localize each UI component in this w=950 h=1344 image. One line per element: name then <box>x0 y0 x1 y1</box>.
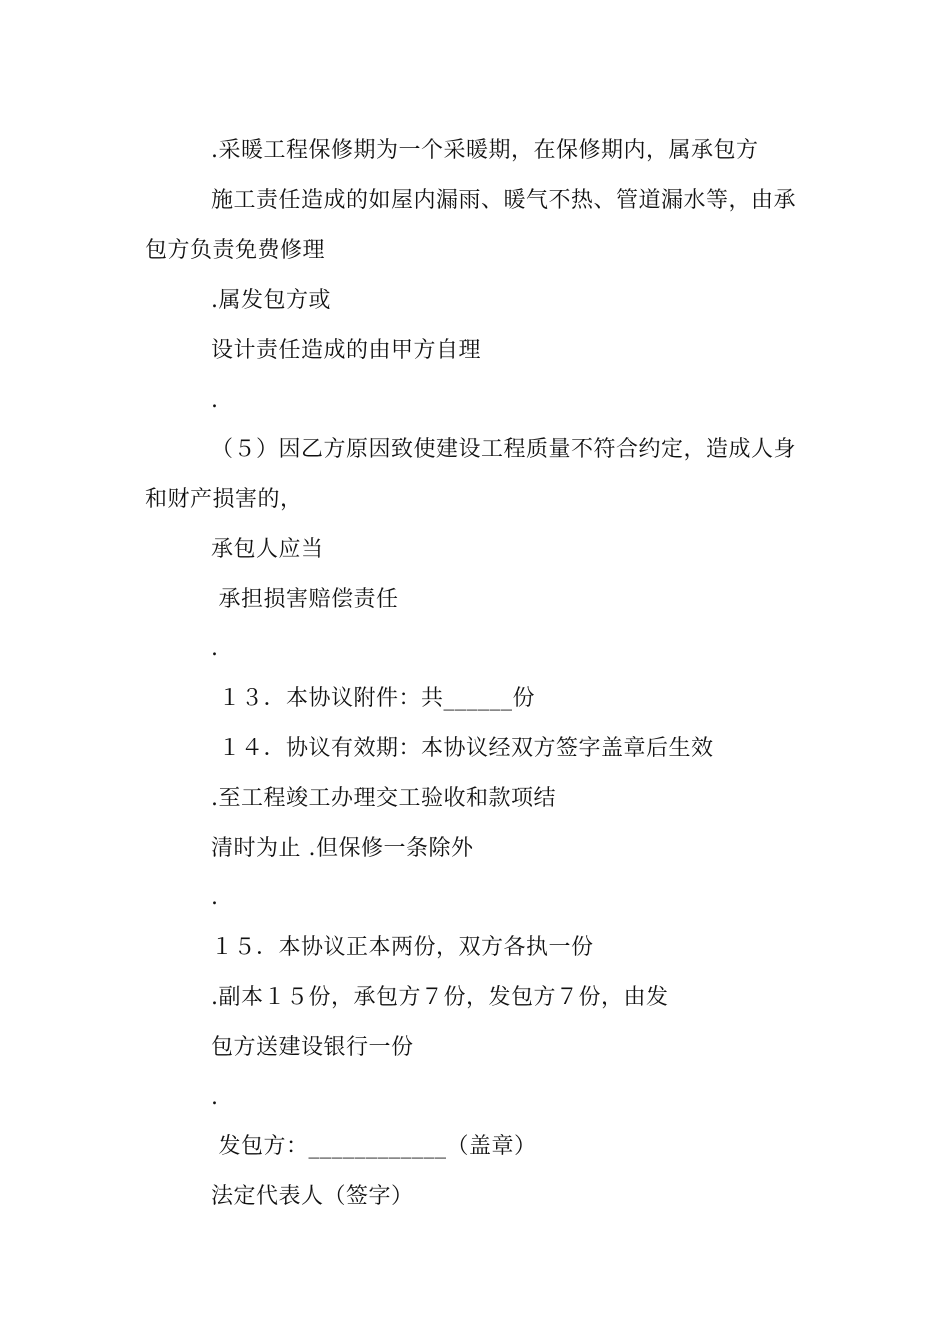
text-line: １４．协议有效期：本协议经双方签字盖章后生效 <box>211 736 714 761</box>
text-line: . <box>211 1085 219 1110</box>
text-line: . <box>211 388 219 413</box>
text-line: 包方负责免费修理 <box>145 238 326 263</box>
text-line: 施工责任造成的如屋内漏雨、暖气不热、管道漏水等，由承 <box>211 188 797 213</box>
text-line: .属发包方或 <box>211 288 331 313</box>
text-line: .副本１５份，承包方７份，发包方７份，由发 <box>211 985 669 1010</box>
text-line: 清时为止 .但保修一条除外 <box>211 836 474 861</box>
text-line: 发包方：____________（盖章） <box>211 1134 537 1159</box>
text-line: .采暖工程保修期为一个采暖期，在保修期内，属承包方 <box>211 138 759 163</box>
text-line: １５．本协议正本两份，双方各执一份 <box>211 935 594 960</box>
text-line: 设计责任造成的由甲方自理 <box>211 338 482 363</box>
text-line: １３．本协议附件：共______份 <box>211 686 535 711</box>
text-line: 承包人应当 <box>211 537 324 562</box>
text-line: . <box>211 885 219 910</box>
text-line: （５）因乙方原因致使建设工程质量不符合约定，造成人身 <box>211 437 797 462</box>
text-line: . <box>211 636 219 661</box>
text-line: 承担损害赔偿责任 <box>211 587 399 612</box>
text-line: .至工程竣工办理交工验收和款项结 <box>211 786 556 811</box>
text-line: 法定代表人（签字） <box>211 1184 414 1209</box>
text-line: 和财产损害的， <box>145 487 303 512</box>
text-line: 包方送建设银行一份 <box>211 1035 414 1060</box>
